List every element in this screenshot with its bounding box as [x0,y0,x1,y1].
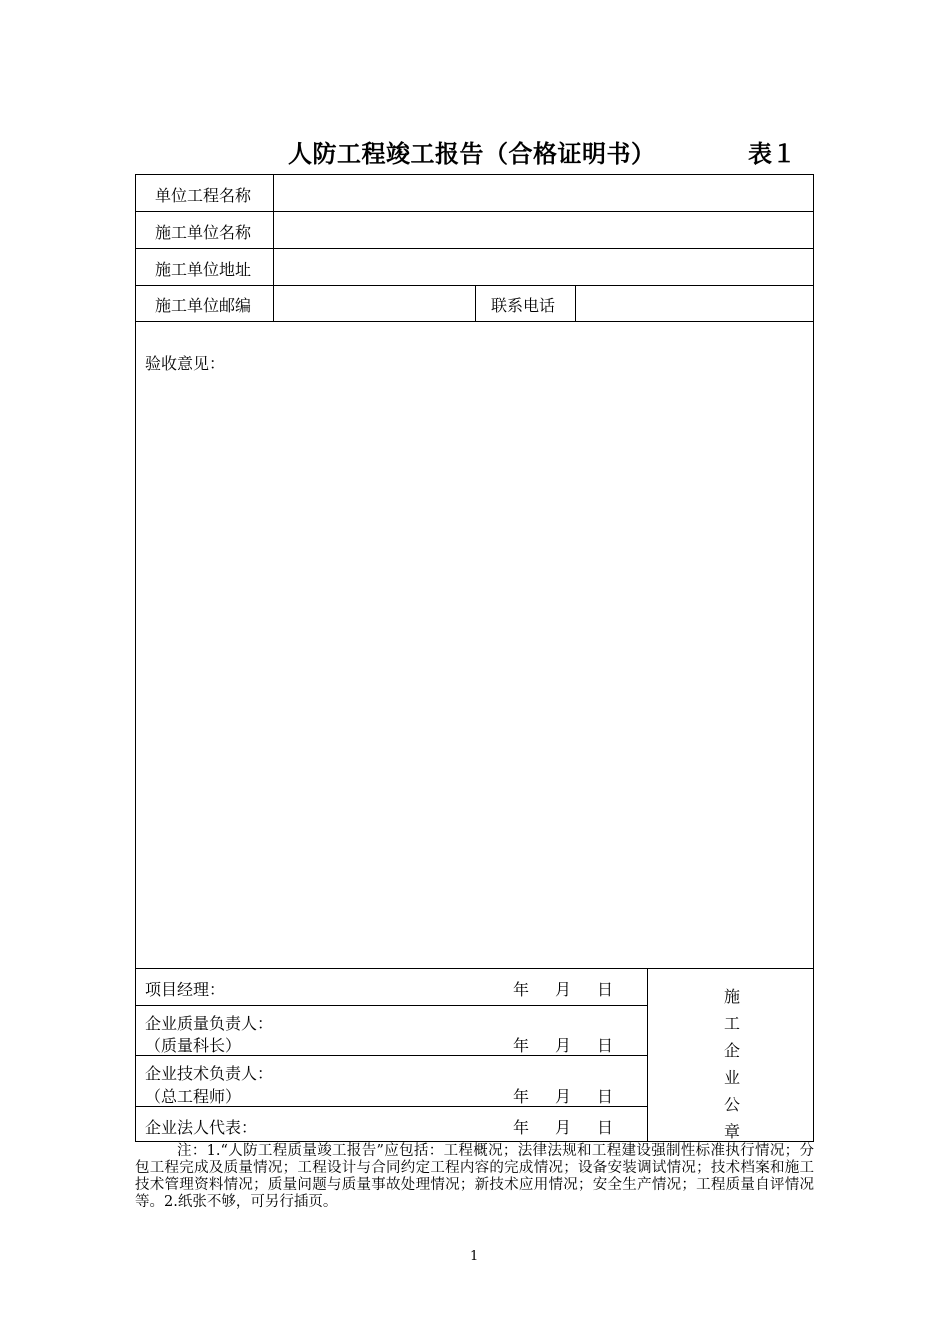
document-title: 人防工程竣工报告（合格证明书） [288,139,656,168]
label-acceptance-opinion: 验收意见： [145,354,226,373]
label-quality-head-title: （质量科长） [145,1036,242,1055]
label-tech-head-title: （总工程师） [145,1087,242,1106]
label-unit-project-name: 单位工程名称 [155,186,252,205]
label-tech-head: 企业技术负责人： [145,1064,274,1083]
row-divider [136,248,813,249]
label-legal-rep: 企业法人代表： [145,1118,258,1137]
label-quality-head: 企业质量负责人： [145,1014,274,1033]
table-number: 表１ [748,139,796,168]
row-divider [136,1005,647,1006]
label-contact-phone: 联系电话 [491,296,556,315]
date-year: 年 [513,1087,530,1106]
page-number: 1 [470,1249,479,1264]
label-contractor-address: 施工单位地址 [155,260,252,279]
row-divider [136,321,813,322]
label-contractor-postcode: 施工单位邮编 [155,296,252,315]
column-divider [647,968,648,1141]
date-month: 月 [555,1036,572,1055]
date-day: 日 [597,1036,614,1055]
date-month: 月 [555,980,572,999]
date-day: 日 [597,1118,614,1137]
date-day: 日 [597,1087,614,1106]
row-divider [136,968,813,969]
date-month: 月 [555,1087,572,1106]
date-year: 年 [513,1118,530,1137]
row-divider [136,211,813,212]
label-contractor-name: 施工单位名称 [155,223,252,242]
company-seal-label: 施工企业公章 [723,987,740,1141]
footnote: 注：1.“人防工程质量竣工报告”应包括：工程概况；法律法规和工程建设强制性标准执行情况；分包工程完成及质量情况；工程设计与合同约定工程内容的完成情况；设备安装调试情况；技术档案和施工技术管理资料情况；质量问题与质量事故处理情况；新技术应用情况；安全生产情况；工程质量自评情况等。2.纸张不够，可另行插页。 [135,1143,814,1210]
date-month: 月 [555,1118,572,1137]
date-day: 日 [597,980,614,999]
date-year: 年 [513,980,530,999]
column-divider [273,175,274,321]
label-project-manager: 项目经理： [145,980,226,999]
column-divider [575,285,576,321]
column-divider [475,285,476,321]
date-year: 年 [513,1036,530,1055]
report-form-table [135,174,814,1142]
